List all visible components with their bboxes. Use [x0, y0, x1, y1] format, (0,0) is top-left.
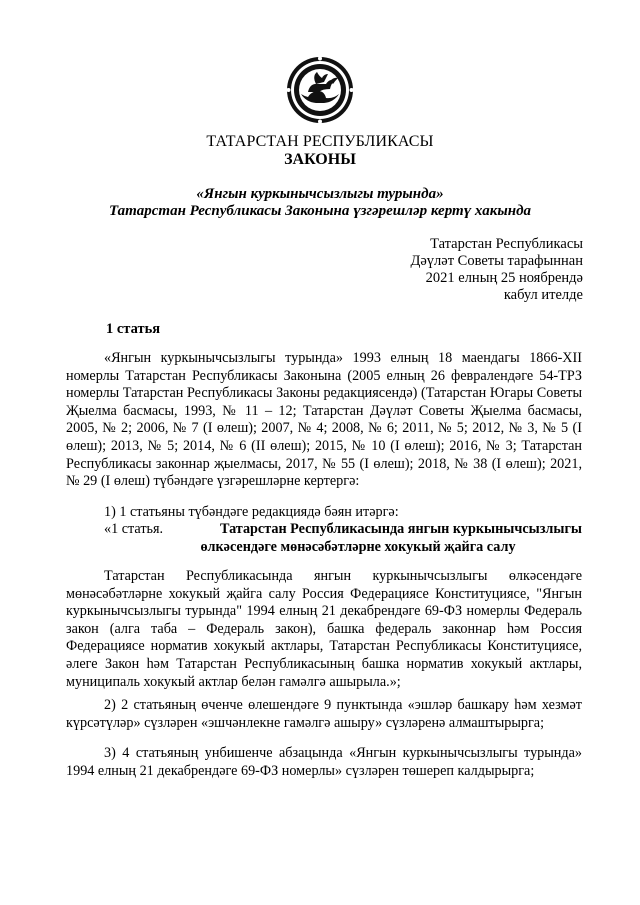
new-article-heading	[104, 521, 582, 556]
new-article-body: Татарстан Республикасында янгын куркынычсызлыгы өлкәсендәге мөнәсәбәтләрне хокукый җайга салу Россия Федерациясе Конституциясе, "Янгын куркынычсызлыгы турында" 1994 елның 21 декабрендәге 69-ФЗ номерлы Федераль закон (алга таба – Федераль закон), башка федераль законнар һәм Россия Федерациясе норматив хокукый актлары, Татарстан Республикасы Конституциясе, әлеге Закон һәм Татарстан Республикасының башка норматив хокукый актлары, муниципаль хокукый актлар белән гамәлгә ашырыла.»;	[66, 568, 582, 690]
article-intro-paragraph: «Янгын куркынычсызлыгы турында» 1993 елның 18 маендагы 1866-XII номерлы Татарстан Республикасы Законына (2005 елның 26 февралендәге 54-ТРЗ номерлы Татарстан Республикасы Законы редакциясендә) (Татарстан Югары Советы Җыелма басмасы, 1993, № 11 – 12; Татарстан Дәүләт Советы Җыелма басмасы, 2005, № 2; 2006, № 7 (I өлеш); 2007, № 4; 2008, № 6; 2011, № 5; 2012, № 3, № 5 (I өлеш); 2013, № 5; 2014, № 6 (II өлеш); 2015, № 10 (I өлеш); 2016, № 3; Татарстан Республикасы законнар җыелмасы, 2017, № 55 (I өлеш); 2018, № 38 (I өлеш); 2021, № 29 (I өлеш) түбәндәге үзгәрешләрне кертергә:	[66, 350, 582, 490]
law-name	[60, 186, 580, 220]
coat-of-arms-icon	[286, 56, 354, 124]
adoption-line: 2021 елның 25 ноябрендә	[425, 270, 583, 286]
adoption-line: кабул ителде	[503, 287, 583, 303]
adoption-line: Дәүләт Советы тарафыннан	[410, 253, 583, 269]
new-article-title-line2: өлкәсендәге мөнәсәбәтләрне хокукый җайга салу	[200, 538, 516, 555]
new-article-title-line1: Татарстан Республикасында янгын куркынычсызлыгы	[219, 521, 582, 537]
item-1-paragraph: 1) 1 статьяны түбәндәге редакциядә бәян итәргә:	[104, 504, 399, 520]
new-article-prefix: «1 статья.	[104, 521, 164, 537]
adoption-line: Татарстан Республикасы	[430, 236, 583, 252]
republic-title: ТАТАРСТАН РЕСПУБЛИКАСЫ	[206, 133, 434, 150]
law-name-line1: «Янгын куркынычсызлыгы турында»	[196, 186, 444, 202]
item-2-paragraph: 2) 2 статьяның өченче өлешендәге 9 пунктында «эшләр башкару һәм хезмәт күрсәтүләр» сүзләрен «эшчәнлекне гамәлгә ашыру» сүзләренә алмаштырырга;	[66, 697, 582, 731]
adoption-note	[410, 236, 583, 304]
law-title: ЗАКОНЫ	[284, 151, 356, 168]
law-name-line2: Татарстан Республикасы Законына үзгәрешләр кертү хакында	[108, 203, 532, 219]
article-heading: 1 статья	[106, 321, 161, 337]
item-3-paragraph: 3) 4 статьяның унбишенче абзацында «Янгын куркынычсызлыгы турында» 1994 елның 21 декабрендәге 69-ФЗ номерлы» сүзләрен төшереп калдырырга;	[66, 745, 582, 779]
